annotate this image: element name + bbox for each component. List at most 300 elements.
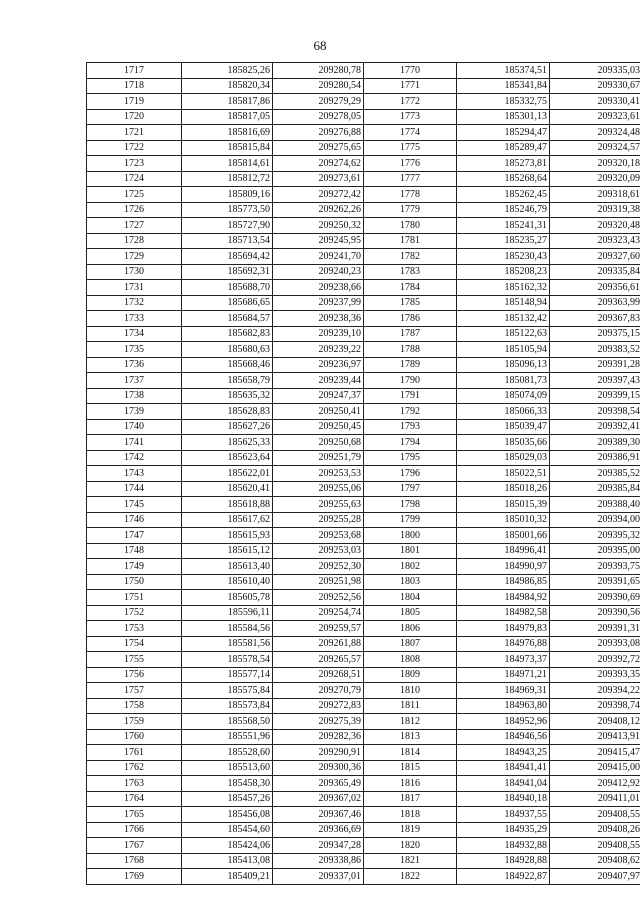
point-number-cell: 1731 xyxy=(87,280,182,296)
x-coordinate-cell: 185581,56 xyxy=(182,636,273,652)
point-number-cell: 1784 xyxy=(364,280,457,296)
y-coordinate-cell: 209320,09 xyxy=(550,171,640,187)
x-coordinate-cell: 185692,31 xyxy=(182,264,273,280)
point-number-cell: 1725 xyxy=(87,187,182,203)
x-coordinate-cell: 185105,94 xyxy=(457,342,550,358)
point-number-cell: 1745 xyxy=(87,497,182,513)
point-number-cell: 1820 xyxy=(364,838,457,854)
y-coordinate-cell: 209250,45 xyxy=(273,419,364,435)
point-number-cell: 1771 xyxy=(364,78,457,94)
point-number-cell: 1821 xyxy=(364,853,457,869)
table-row xyxy=(87,621,640,637)
point-number-cell: 1774 xyxy=(364,125,457,141)
point-number-cell: 1790 xyxy=(364,373,457,389)
point-number-cell: 1791 xyxy=(364,388,457,404)
x-coordinate-cell: 184979,83 xyxy=(457,621,550,637)
x-coordinate-cell: 185680,63 xyxy=(182,342,273,358)
y-coordinate-cell: 209411,01 xyxy=(550,791,640,807)
point-number-cell: 1797 xyxy=(364,481,457,497)
y-coordinate-cell: 209282,36 xyxy=(273,729,364,745)
x-coordinate-cell: 185208,23 xyxy=(457,264,550,280)
x-coordinate-cell: 185424,06 xyxy=(182,838,273,854)
point-number-cell: 1723 xyxy=(87,156,182,172)
y-coordinate-cell: 209255,63 xyxy=(273,497,364,513)
y-coordinate-cell: 209408,55 xyxy=(550,807,640,823)
y-coordinate-cell: 209398,74 xyxy=(550,698,640,714)
x-coordinate-cell: 185815,84 xyxy=(182,140,273,156)
x-coordinate-cell: 185148,94 xyxy=(457,295,550,311)
table-row xyxy=(87,357,640,373)
point-number-cell: 1809 xyxy=(364,667,457,683)
y-coordinate-cell: 209323,43 xyxy=(550,233,640,249)
point-number-cell: 1719 xyxy=(87,94,182,110)
point-number-cell: 1786 xyxy=(364,311,457,327)
point-number-cell: 1778 xyxy=(364,187,457,203)
point-number-cell: 1727 xyxy=(87,218,182,234)
y-coordinate-cell: 209239,22 xyxy=(273,342,364,358)
table-row xyxy=(87,280,640,296)
x-coordinate-cell: 185627,26 xyxy=(182,419,273,435)
y-coordinate-cell: 209390,56 xyxy=(550,605,640,621)
point-number-cell: 1819 xyxy=(364,822,457,838)
y-coordinate-cell: 209395,00 xyxy=(550,543,640,559)
table-row xyxy=(87,574,640,590)
y-coordinate-cell: 209415,00 xyxy=(550,760,640,776)
table-row xyxy=(87,326,640,342)
y-coordinate-cell: 209240,23 xyxy=(273,264,364,280)
y-coordinate-cell: 209247,37 xyxy=(273,388,364,404)
table-row xyxy=(87,202,640,218)
x-coordinate-cell: 185635,32 xyxy=(182,388,273,404)
point-number-cell: 1769 xyxy=(87,869,182,885)
point-number-cell: 1780 xyxy=(364,218,457,234)
x-coordinate-cell: 185018,26 xyxy=(457,481,550,497)
table-row xyxy=(87,388,640,404)
y-coordinate-cell: 209275,39 xyxy=(273,714,364,730)
point-number-cell: 1776 xyxy=(364,156,457,172)
y-coordinate-cell: 209261,88 xyxy=(273,636,364,652)
x-coordinate-cell: 185162,32 xyxy=(457,280,550,296)
y-coordinate-cell: 209335,84 xyxy=(550,264,640,280)
point-number-cell: 1772 xyxy=(364,94,457,110)
y-coordinate-cell: 209238,66 xyxy=(273,280,364,296)
x-coordinate-cell: 185577,14 xyxy=(182,667,273,683)
table-row xyxy=(87,853,640,869)
x-coordinate-cell: 185596,11 xyxy=(182,605,273,621)
table-row xyxy=(87,559,640,575)
y-coordinate-cell: 209272,42 xyxy=(273,187,364,203)
point-number-cell: 1798 xyxy=(364,497,457,513)
y-coordinate-cell: 209356,61 xyxy=(550,280,640,296)
y-coordinate-cell: 209239,10 xyxy=(273,326,364,342)
x-coordinate-cell: 185578,54 xyxy=(182,652,273,668)
y-coordinate-cell: 209253,68 xyxy=(273,528,364,544)
x-coordinate-cell: 185568,50 xyxy=(182,714,273,730)
table-row xyxy=(87,63,640,79)
point-number-cell: 1747 xyxy=(87,528,182,544)
point-number-cell: 1804 xyxy=(364,590,457,606)
y-coordinate-cell: 209324,57 xyxy=(550,140,640,156)
x-coordinate-cell: 185688,70 xyxy=(182,280,273,296)
table-row xyxy=(87,605,640,621)
table-row xyxy=(87,745,640,761)
y-coordinate-cell: 209254,74 xyxy=(273,605,364,621)
table-row xyxy=(87,78,640,94)
table-row xyxy=(87,776,640,792)
x-coordinate-cell: 185230,43 xyxy=(457,249,550,265)
table-row xyxy=(87,481,640,497)
x-coordinate-cell: 185551,96 xyxy=(182,729,273,745)
point-number-cell: 1748 xyxy=(87,543,182,559)
y-coordinate-cell: 209337,01 xyxy=(273,869,364,885)
table-row xyxy=(87,636,640,652)
table-row xyxy=(87,125,640,141)
x-coordinate-cell: 185010,32 xyxy=(457,512,550,528)
x-coordinate-cell: 184940,18 xyxy=(457,791,550,807)
y-coordinate-cell: 209265,57 xyxy=(273,652,364,668)
point-number-cell: 1721 xyxy=(87,125,182,141)
y-coordinate-cell: 209388,40 xyxy=(550,497,640,513)
x-coordinate-cell: 185628,83 xyxy=(182,404,273,420)
y-coordinate-cell: 209327,60 xyxy=(550,249,640,265)
x-coordinate-cell: 185622,01 xyxy=(182,466,273,482)
point-number-cell: 1760 xyxy=(87,729,182,745)
table-row xyxy=(87,822,640,838)
x-coordinate-cell: 184946,56 xyxy=(457,729,550,745)
point-number-cell: 1732 xyxy=(87,295,182,311)
y-coordinate-cell: 209365,49 xyxy=(273,776,364,792)
y-coordinate-cell: 209280,78 xyxy=(273,63,364,79)
point-number-cell: 1811 xyxy=(364,698,457,714)
x-coordinate-cell: 185015,39 xyxy=(457,497,550,513)
point-number-cell: 1765 xyxy=(87,807,182,823)
table-row xyxy=(87,295,640,311)
point-number-cell: 1770 xyxy=(364,63,457,79)
table-row xyxy=(87,512,640,528)
point-number-cell: 1761 xyxy=(87,745,182,761)
point-number-cell: 1815 xyxy=(364,760,457,776)
y-coordinate-cell: 209392,41 xyxy=(550,419,640,435)
table-row xyxy=(87,342,640,358)
point-number-cell: 1753 xyxy=(87,621,182,637)
table-row xyxy=(87,140,640,156)
point-number-cell: 1758 xyxy=(87,698,182,714)
point-number-cell: 1794 xyxy=(364,435,457,451)
table-row xyxy=(87,698,640,714)
point-number-cell: 1800 xyxy=(364,528,457,544)
y-coordinate-cell: 209367,46 xyxy=(273,807,364,823)
table-row xyxy=(87,419,640,435)
x-coordinate-cell: 185262,45 xyxy=(457,187,550,203)
y-coordinate-cell: 209251,79 xyxy=(273,450,364,466)
y-coordinate-cell: 209367,02 xyxy=(273,791,364,807)
y-coordinate-cell: 209273,61 xyxy=(273,171,364,187)
x-coordinate-cell: 185682,83 xyxy=(182,326,273,342)
point-number-cell: 1738 xyxy=(87,388,182,404)
y-coordinate-cell: 209412,92 xyxy=(550,776,640,792)
x-coordinate-cell: 185246,79 xyxy=(457,202,550,218)
table-row xyxy=(87,590,640,606)
y-coordinate-cell: 209270,79 xyxy=(273,683,364,699)
y-coordinate-cell: 209255,28 xyxy=(273,512,364,528)
y-coordinate-cell: 209385,52 xyxy=(550,466,640,482)
y-coordinate-cell: 209390,69 xyxy=(550,590,640,606)
point-number-cell: 1781 xyxy=(364,233,457,249)
x-coordinate-cell: 185615,12 xyxy=(182,543,273,559)
x-coordinate-cell: 185528,60 xyxy=(182,745,273,761)
y-coordinate-cell: 209408,55 xyxy=(550,838,640,854)
y-coordinate-cell: 209276,88 xyxy=(273,125,364,141)
point-number-cell: 1767 xyxy=(87,838,182,854)
x-coordinate-cell: 184943,25 xyxy=(457,745,550,761)
x-coordinate-cell: 185625,33 xyxy=(182,435,273,451)
y-coordinate-cell: 209319,38 xyxy=(550,202,640,218)
x-coordinate-cell: 185816,69 xyxy=(182,125,273,141)
y-coordinate-cell: 209347,28 xyxy=(273,838,364,854)
y-coordinate-cell: 209385,84 xyxy=(550,481,640,497)
point-number-cell: 1816 xyxy=(364,776,457,792)
point-number-cell: 1795 xyxy=(364,450,457,466)
table-row xyxy=(87,264,640,280)
y-coordinate-cell: 209262,26 xyxy=(273,202,364,218)
point-number-cell: 1720 xyxy=(87,109,182,125)
x-coordinate-cell: 184969,31 xyxy=(457,683,550,699)
x-coordinate-cell: 185022,51 xyxy=(457,466,550,482)
point-number-cell: 1746 xyxy=(87,512,182,528)
point-number-cell: 1766 xyxy=(87,822,182,838)
x-coordinate-cell: 185615,93 xyxy=(182,528,273,544)
x-coordinate-cell: 185294,47 xyxy=(457,125,550,141)
table-row xyxy=(87,667,640,683)
x-coordinate-cell: 185817,86 xyxy=(182,94,273,110)
y-coordinate-cell: 209330,67 xyxy=(550,78,640,94)
y-coordinate-cell: 209394,00 xyxy=(550,512,640,528)
y-coordinate-cell: 209272,83 xyxy=(273,698,364,714)
x-coordinate-cell: 185817,05 xyxy=(182,109,273,125)
x-coordinate-cell: 184982,58 xyxy=(457,605,550,621)
x-coordinate-cell: 184984,92 xyxy=(457,590,550,606)
x-coordinate-cell: 185584,56 xyxy=(182,621,273,637)
y-coordinate-cell: 209392,72 xyxy=(550,652,640,668)
point-number-cell: 1788 xyxy=(364,342,457,358)
y-coordinate-cell: 209335,03 xyxy=(550,63,640,79)
x-coordinate-cell: 185409,21 xyxy=(182,869,273,885)
y-coordinate-cell: 209279,29 xyxy=(273,94,364,110)
point-number-cell: 1750 xyxy=(87,574,182,590)
y-coordinate-cell: 209383,52 xyxy=(550,342,640,358)
y-coordinate-cell: 209268,51 xyxy=(273,667,364,683)
table-row xyxy=(87,729,640,745)
x-coordinate-cell: 184922,87 xyxy=(457,869,550,885)
x-coordinate-cell: 184990,97 xyxy=(457,559,550,575)
x-coordinate-cell: 185458,30 xyxy=(182,776,273,792)
point-number-cell: 1799 xyxy=(364,512,457,528)
y-coordinate-cell: 209237,99 xyxy=(273,295,364,311)
point-number-cell: 1739 xyxy=(87,404,182,420)
point-number-cell: 1782 xyxy=(364,249,457,265)
x-coordinate-cell: 185454,60 xyxy=(182,822,273,838)
x-coordinate-cell: 184941,41 xyxy=(457,760,550,776)
point-number-cell: 1768 xyxy=(87,853,182,869)
table-row xyxy=(87,311,640,327)
point-number-cell: 1751 xyxy=(87,590,182,606)
point-number-cell: 1755 xyxy=(87,652,182,668)
y-coordinate-cell: 209399,15 xyxy=(550,388,640,404)
x-coordinate-cell: 185456,08 xyxy=(182,807,273,823)
table-row xyxy=(87,497,640,513)
y-coordinate-cell: 209375,15 xyxy=(550,326,640,342)
table-row xyxy=(87,683,640,699)
point-number-cell: 1822 xyxy=(364,869,457,885)
table-row xyxy=(87,714,640,730)
x-coordinate-cell: 184986,85 xyxy=(457,574,550,590)
x-coordinate-cell: 185513,60 xyxy=(182,760,273,776)
y-coordinate-cell: 209391,31 xyxy=(550,621,640,637)
y-coordinate-cell: 209250,41 xyxy=(273,404,364,420)
y-coordinate-cell: 209253,53 xyxy=(273,466,364,482)
x-coordinate-cell: 185132,42 xyxy=(457,311,550,327)
x-coordinate-cell: 185268,64 xyxy=(457,171,550,187)
x-coordinate-cell: 185618,88 xyxy=(182,497,273,513)
x-coordinate-cell: 185610,40 xyxy=(182,574,273,590)
x-coordinate-cell: 185074,09 xyxy=(457,388,550,404)
point-number-cell: 1749 xyxy=(87,559,182,575)
coordinates-table xyxy=(86,62,640,885)
table-row xyxy=(87,760,640,776)
x-coordinate-cell: 185825,26 xyxy=(182,63,273,79)
point-number-cell: 1793 xyxy=(364,419,457,435)
point-number-cell: 1742 xyxy=(87,450,182,466)
point-number-cell: 1796 xyxy=(364,466,457,482)
point-number-cell: 1764 xyxy=(87,791,182,807)
x-coordinate-cell: 184971,21 xyxy=(457,667,550,683)
point-number-cell: 1802 xyxy=(364,559,457,575)
y-coordinate-cell: 209320,18 xyxy=(550,156,640,172)
y-coordinate-cell: 209238,36 xyxy=(273,311,364,327)
point-number-cell: 1733 xyxy=(87,311,182,327)
x-coordinate-cell: 184952,96 xyxy=(457,714,550,730)
x-coordinate-cell: 185613,40 xyxy=(182,559,273,575)
point-number-cell: 1736 xyxy=(87,357,182,373)
point-number-cell: 1808 xyxy=(364,652,457,668)
page-number: 68 xyxy=(313,38,327,53)
table-row xyxy=(87,249,640,265)
point-number-cell: 1801 xyxy=(364,543,457,559)
x-coordinate-cell: 184963,80 xyxy=(457,698,550,714)
x-coordinate-cell: 185273,81 xyxy=(457,156,550,172)
y-coordinate-cell: 209323,61 xyxy=(550,109,640,125)
y-coordinate-cell: 209278,05 xyxy=(273,109,364,125)
x-coordinate-cell: 185575,84 xyxy=(182,683,273,699)
point-number-cell: 1735 xyxy=(87,342,182,358)
y-coordinate-cell: 209255,06 xyxy=(273,481,364,497)
table-row xyxy=(87,838,640,854)
x-coordinate-cell: 185668,46 xyxy=(182,357,273,373)
x-coordinate-cell: 185096,13 xyxy=(457,357,550,373)
y-coordinate-cell: 209275,65 xyxy=(273,140,364,156)
x-coordinate-cell: 185573,84 xyxy=(182,698,273,714)
x-coordinate-cell: 185039,47 xyxy=(457,419,550,435)
point-number-cell: 1754 xyxy=(87,636,182,652)
x-coordinate-cell: 185413,08 xyxy=(182,853,273,869)
point-number-cell: 1806 xyxy=(364,621,457,637)
x-coordinate-cell: 185341,84 xyxy=(457,78,550,94)
point-number-cell: 1792 xyxy=(364,404,457,420)
y-coordinate-cell: 209300,36 xyxy=(273,760,364,776)
point-number-cell: 1718 xyxy=(87,78,182,94)
point-number-cell: 1783 xyxy=(364,264,457,280)
x-coordinate-cell: 184928,88 xyxy=(457,853,550,869)
x-coordinate-cell: 185814,61 xyxy=(182,156,273,172)
point-number-cell: 1740 xyxy=(87,419,182,435)
x-coordinate-cell: 184941,04 xyxy=(457,776,550,792)
y-coordinate-cell: 209324,48 xyxy=(550,125,640,141)
x-coordinate-cell: 184996,41 xyxy=(457,543,550,559)
y-coordinate-cell: 209251,98 xyxy=(273,574,364,590)
y-coordinate-cell: 209408,26 xyxy=(550,822,640,838)
x-coordinate-cell: 185812,72 xyxy=(182,171,273,187)
y-coordinate-cell: 209413,91 xyxy=(550,729,640,745)
point-number-cell: 1734 xyxy=(87,326,182,342)
point-number-cell: 1814 xyxy=(364,745,457,761)
point-number-cell: 1724 xyxy=(87,171,182,187)
table-row xyxy=(87,187,640,203)
y-coordinate-cell: 209407,97 xyxy=(550,869,640,885)
x-coordinate-cell: 185035,66 xyxy=(457,435,550,451)
coordinates-table-body xyxy=(87,63,640,885)
table-row xyxy=(87,528,640,544)
table-row xyxy=(87,791,640,807)
point-number-cell: 1807 xyxy=(364,636,457,652)
y-coordinate-cell: 209389,30 xyxy=(550,435,640,451)
y-coordinate-cell: 209250,68 xyxy=(273,435,364,451)
x-coordinate-cell: 184932,88 xyxy=(457,838,550,854)
x-coordinate-cell: 185686,65 xyxy=(182,295,273,311)
x-coordinate-cell: 185617,62 xyxy=(182,512,273,528)
y-coordinate-cell: 209367,83 xyxy=(550,311,640,327)
y-coordinate-cell: 209393,35 xyxy=(550,667,640,683)
x-coordinate-cell: 185694,42 xyxy=(182,249,273,265)
point-number-cell: 1785 xyxy=(364,295,457,311)
table-row xyxy=(87,543,640,559)
x-coordinate-cell: 185820,34 xyxy=(182,78,273,94)
point-number-cell: 1805 xyxy=(364,605,457,621)
point-number-cell: 1817 xyxy=(364,791,457,807)
y-coordinate-cell: 209393,75 xyxy=(550,559,640,575)
point-number-cell: 1779 xyxy=(364,202,457,218)
x-coordinate-cell: 185457,26 xyxy=(182,791,273,807)
x-coordinate-cell: 185001,66 xyxy=(457,528,550,544)
point-number-cell: 1744 xyxy=(87,481,182,497)
x-coordinate-cell: 185289,47 xyxy=(457,140,550,156)
y-coordinate-cell: 209280,54 xyxy=(273,78,364,94)
table-row xyxy=(87,652,640,668)
table-row xyxy=(87,109,640,125)
point-number-cell: 1752 xyxy=(87,605,182,621)
point-number-cell: 1763 xyxy=(87,776,182,792)
y-coordinate-cell: 209239,44 xyxy=(273,373,364,389)
table-row xyxy=(87,94,640,110)
y-coordinate-cell: 209253,03 xyxy=(273,543,364,559)
x-coordinate-cell: 185620,41 xyxy=(182,481,273,497)
x-coordinate-cell: 184935,29 xyxy=(457,822,550,838)
point-number-cell: 1762 xyxy=(87,760,182,776)
point-number-cell: 1773 xyxy=(364,109,457,125)
y-coordinate-cell: 209290,91 xyxy=(273,745,364,761)
x-coordinate-cell: 185122,63 xyxy=(457,326,550,342)
x-coordinate-cell: 185727,90 xyxy=(182,218,273,234)
point-number-cell: 1818 xyxy=(364,807,457,823)
